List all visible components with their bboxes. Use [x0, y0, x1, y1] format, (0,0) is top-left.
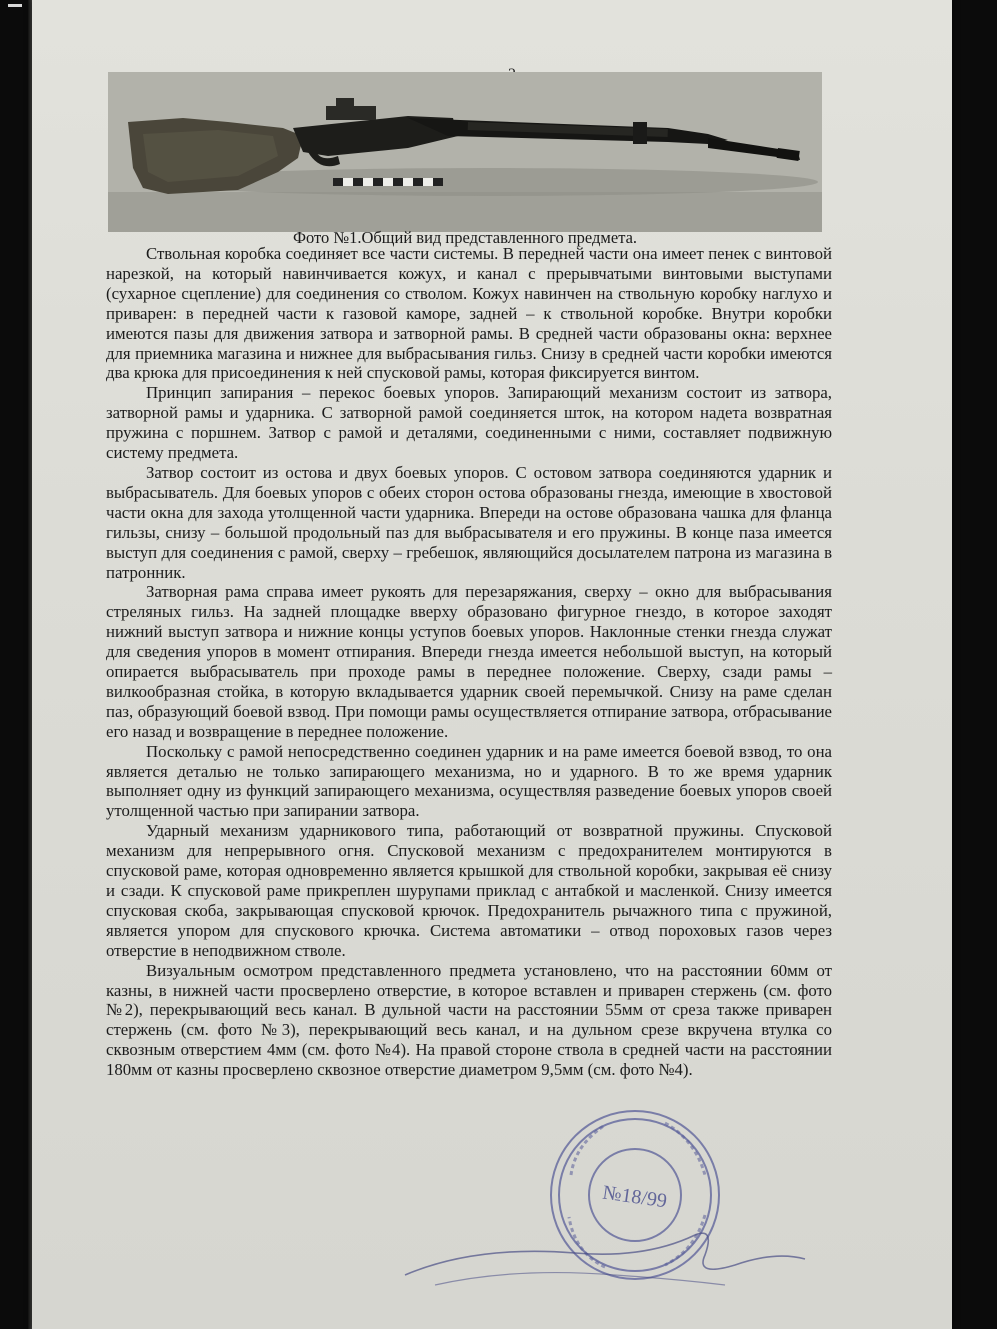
paragraph-bolt-carrier: Затворная рама справа имеет рукоять для перезаряжания, сверху – окно для выбрасывания стреляных гильз. На задней площадке вверху образовано фигурное гнездо, в которое заходят нижний выступ затвора и нижние концы уступов боевых упоров. Наклонные стенки гнезда служат для сведения упоров в момент отпирания. Впереди гнезда имеется небольшой выступ, на который опирается выбрасыватель при проходе рамы в переднее положение. Сверху, сзади рамы – вилкообразная стойка, в которую вкладывается ударник своей перемычкой. Снизу на раме сделан паз, образующий боевой взвод. При помощи рамы осуществляется отпирание затвора, отбрасывание его назад и возвращение в переднее положение. — [106, 582, 832, 741]
photo-caption: Фото №1.Общий вид представленного предмета. — [292, 228, 638, 247]
paragraph-firing-pin: Поскольку с рамой непосредственно соединен ударник и на раме имеется боевой взвод, то она является деталью не только запирающего механизма, но и ударного. В то же время ударник выполняет одну из функций запирающего механизма, осуществляя разведение боевых упоров своей утолщенной частью при запирании затвора. — [106, 741, 832, 821]
weapon-photo — [108, 72, 822, 232]
paragraph-locking-principle: Принцип запирания – перекос боевых упоров. Запирающий механизм состоит из затвора, затворной рамы и ударника. С затворной рамой соединяется шток, на котором надета возвратная пружина с поршнем. Затвор с рамой и деталями, соединенными с ними, составляет подвижную систему предмета. — [106, 383, 832, 463]
paragraph-receiver: Ствольная коробка соединяет все части системы. В передней части она имеет пенек с винтовой нарезкой, на который навинчивается кожух, и канал с прерывчатыми винтовыми выступами (сухарное сцепление) для соединения со стволом. Кожух навинчен на ствольную коробку наглухо и приварен: в передней части к газовой каморе, задней – к ствольной коробке. Внутри коробки имеются пазы для движения затвора и затворной рамы. В средней части образованы окна: верхнее для приемника магазина и нижнее для выбрасывания гильз. Снизу в средней части коробки имеются два крюка для присоединения к ней спусковой рамы, которая фиксируется винтом. — [106, 244, 832, 383]
paragraph-bolt: Затвор состоит из остова и двух боевых упоров. С остовом затвора соединяются ударник и выбрасыватель. Для боевых упоров с обеих сторон остова образованы гнезда, имеющие в хвостовой части окна для захода утолщенной части ударника. Впереди на остове образована чашка для фланца гильзы, снизу – большой продольный паз для выбрасывателя и его пружины. В конце паза имеется выступ для соединения с рамой, сверху – гребешок, являющийся досылателем патрона из магазина в патронник. — [106, 462, 832, 582]
seal-number: №18/99 — [601, 1181, 669, 1213]
corner-mark — [8, 4, 22, 7]
paragraph-trigger-mechanism: Ударный механизм ударникового типа, работающий от возвратной пружины. Спусковой механизм для непрерывного огня. Спусковой механизм с предохранителем монтируются в спусковой раме, которая одновременно является крышкой для ствольной коробки, закрывая её снизу и сзади. К спусковой раме прикреплен шурупами приклад с антабкой и масленкой. Снизу имеется спусковая скоба, закрывающая спусковой крючок. Предохранитель рычажного типа с пружиной, является упором для спускового крючка. Система автоматики – отвод пороховых газов через отверстие в неподвижном стволе. — [106, 821, 832, 960]
weapon-photo-illustration — [108, 72, 822, 232]
paragraph-visual-inspection: Визуальным осмотром представленного предмета установлено, что на расстоянии 60мм от казны, в нижней части просверлено отверстие, в которое вставлен и приварен стержень (см. фото №2), перекрывающий весь канал. В дульной части на расстоянии 55мм от среза также приварен стержень (см. фото №3), перекрывающий весь канал, и на дульном срезе вкручена втулка со сквозным отверстием 4мм (см. фото №4). На правой стороне ствола в средней части на расстоянии 180мм от казны просверлено сквозное отверстие диаметром 9,5мм (см. фото №4). — [106, 960, 832, 1080]
body-text — [106, 244, 832, 1080]
